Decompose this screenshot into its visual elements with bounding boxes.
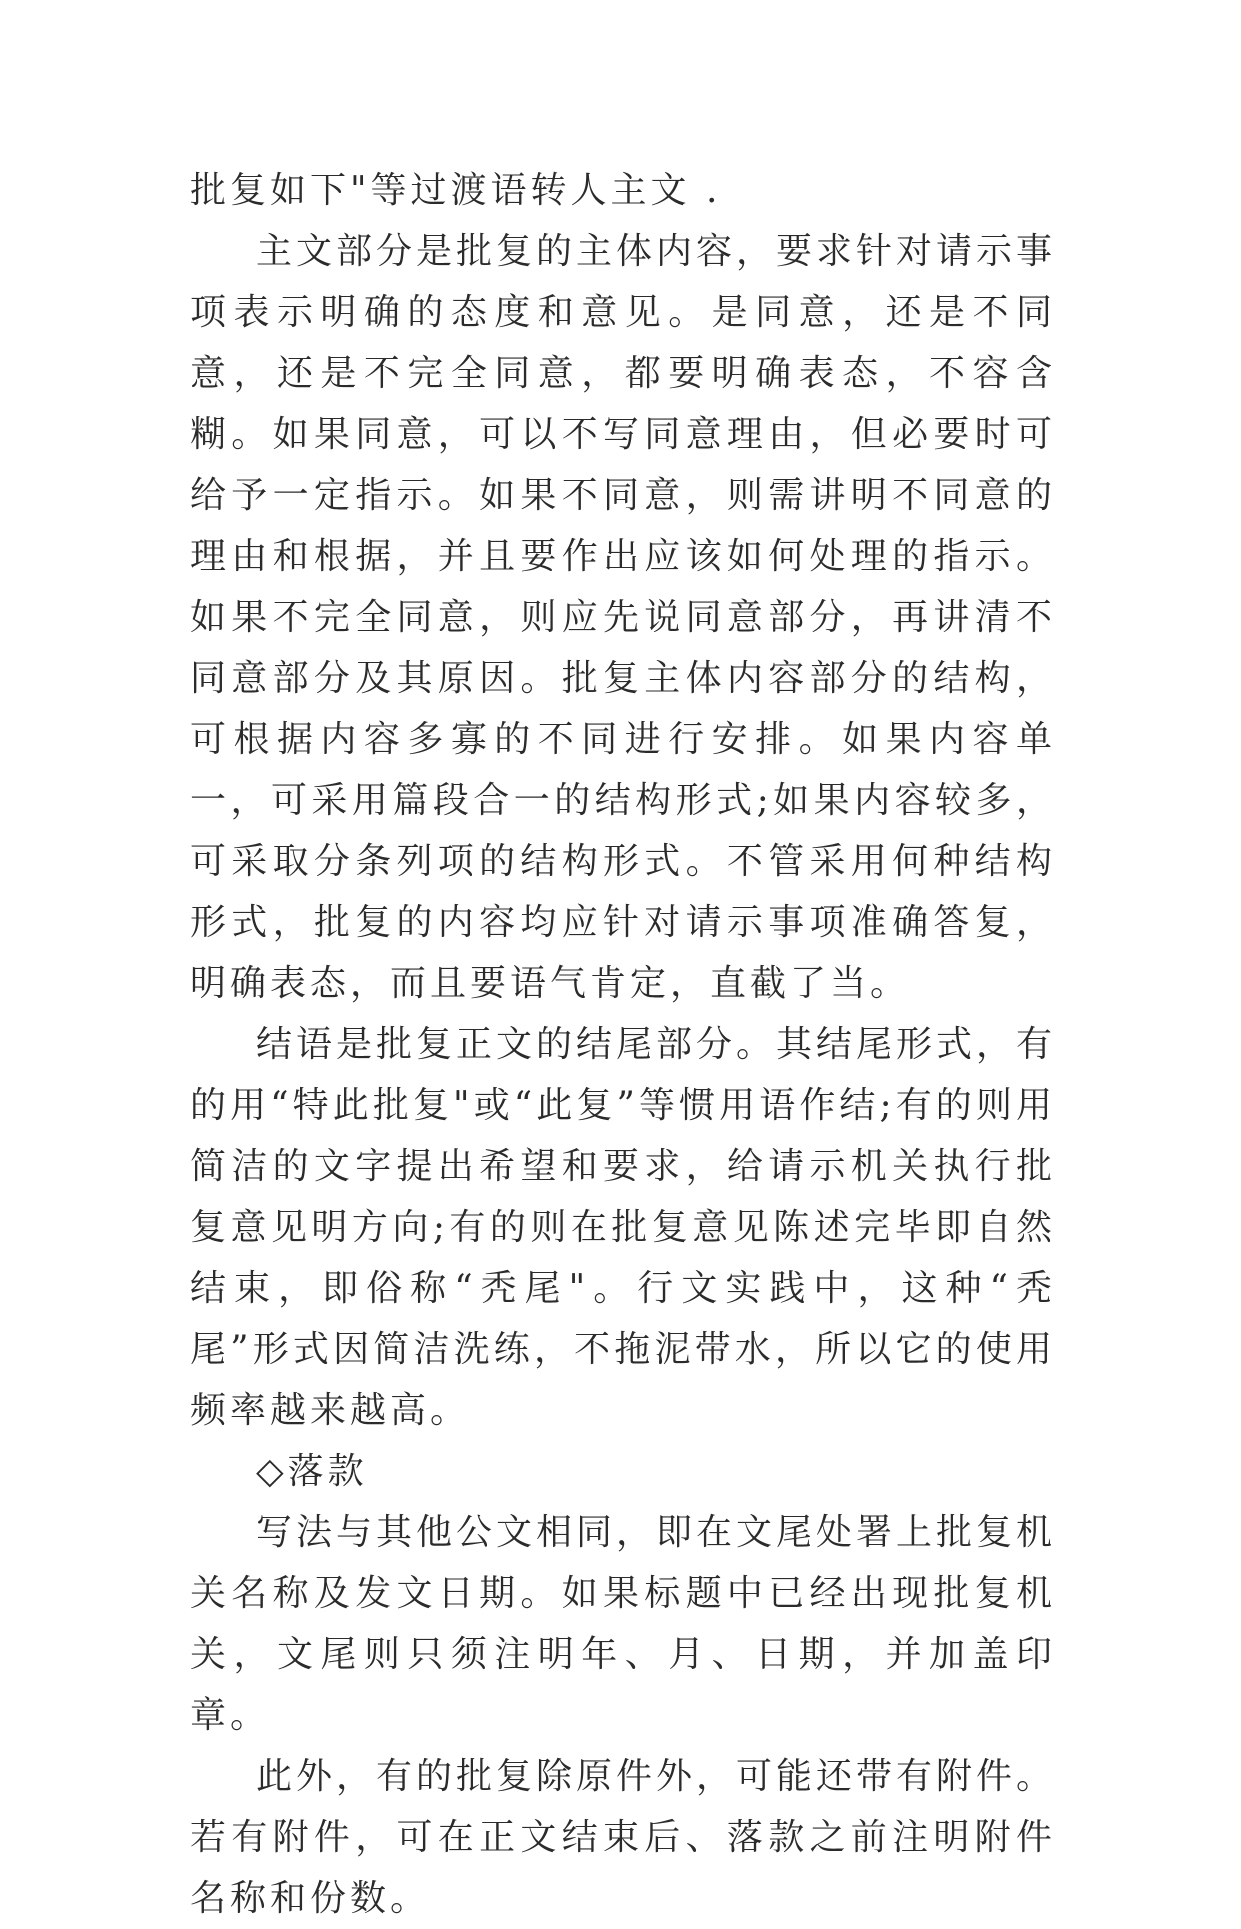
paragraph-main-text: 主文部分是批复的主体内容，要求针对请示事项表示明确的态度和意见。是同意，还是不同意，还是不完全同意，都要明确表态，不容含糊。如果同意，可以不写同意理由，但必要时可给予一定指示。如果不同意，则需讲明不同意的理由和根据，并且要作出应该如何处理的指示。如果不完全同意，则应先说同意部分，再讲清不同意部分及其原因。批复主体内容部分的结构，可根据内容多寡的不同进行安排。如果内容单一，可采用篇段合一的结构形式;如果内容较多，可采取分条列项的结构形式。不管采用何种结构形式，批复的内容均应针对请示事项准确答复，明确表态，而且要语气肯定，直截了当。 xyxy=(190,231,1057,1004)
section-heading-signature: ◇落款 xyxy=(256,1451,368,1492)
paragraph-attachment: 此外，有的批复除原件外，可能还带有附件。若有附件，可在正文结束后、落款之前注明附件名称和份数。 xyxy=(190,1756,1057,1919)
paragraph-ending: 结语是批复正文的结尾部分。其结尾形式，有的用“特此批复"或“此复”等惯用语作结;有的则用简洁的文字提出希望和要求，给请示机关执行批复意见明方向;有的则在批复意见陈述完毕即自然结束，即俗称“秃尾"。行文实践中，这种“秃尾”形式因简洁洗练，不拖泥带水，所以它的使用频率越来越高。 xyxy=(190,1024,1057,1431)
paragraph-continuation: 批复如下"等过渡语转人主文 . xyxy=(190,170,722,211)
paragraph-signature: 写法与其他公文相同，即在文尾处署上批复机关名称及发文日期。如果标题中已经出现批复机关，文尾则只须注明年、月、日期，并加盖印章。 xyxy=(190,1512,1057,1736)
document-body xyxy=(190,160,1056,1929)
